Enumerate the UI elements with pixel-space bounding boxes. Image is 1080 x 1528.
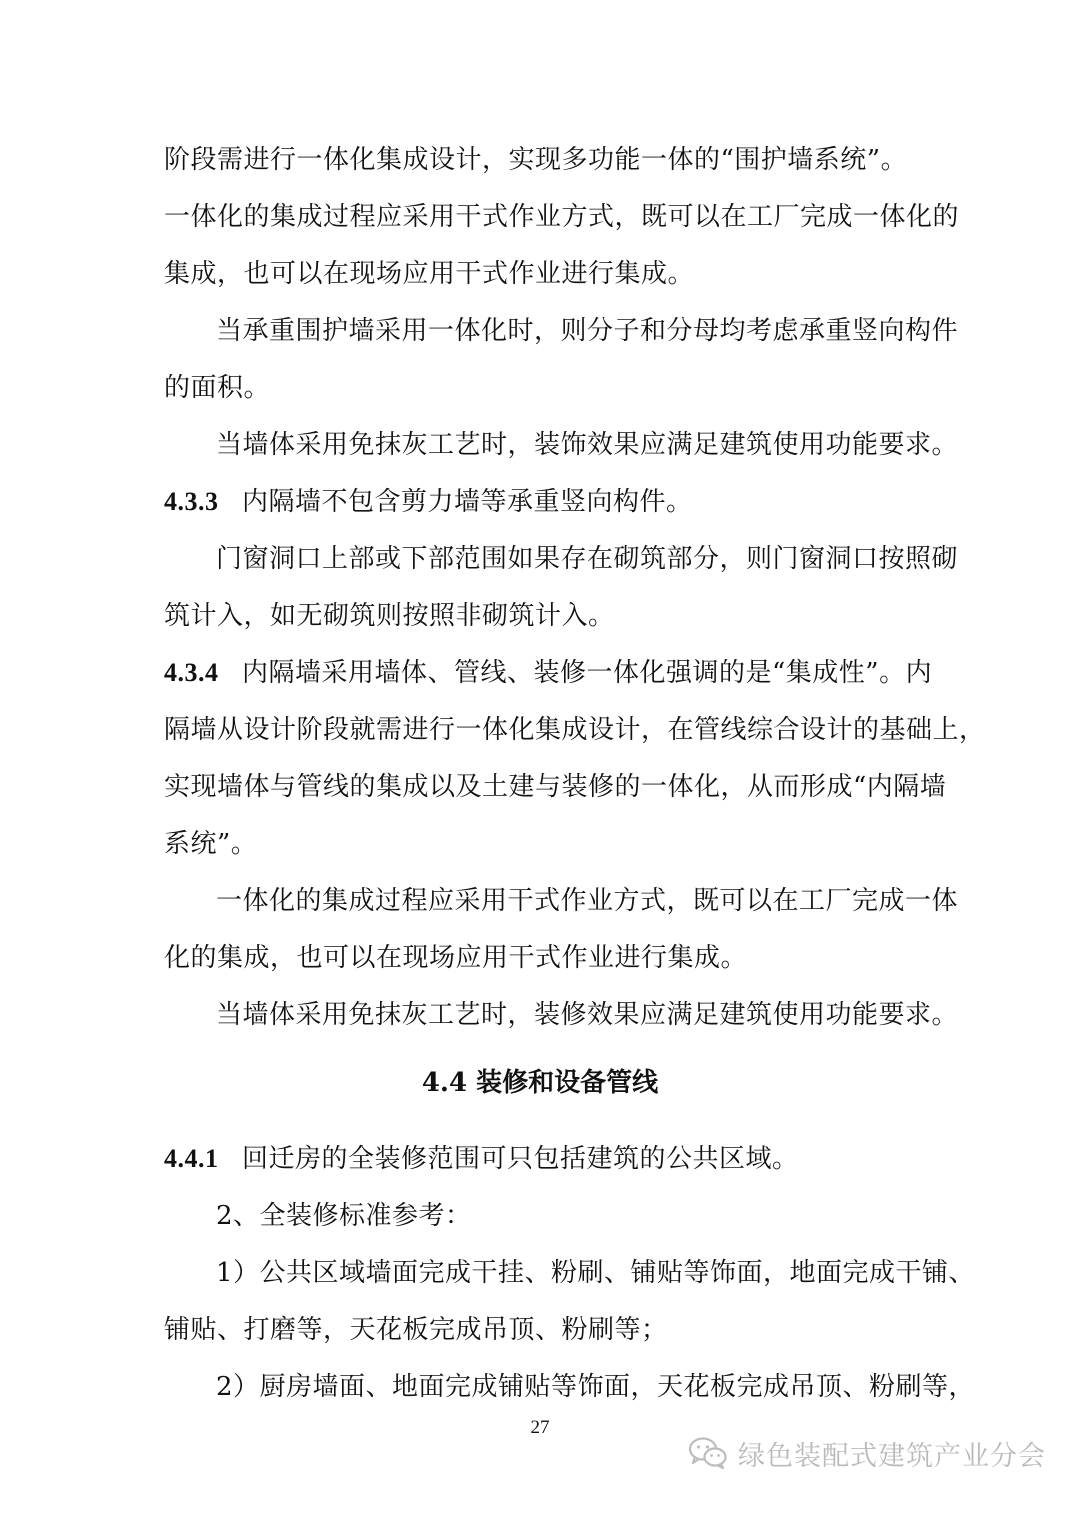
clause-number: 4.3.4: [164, 658, 219, 687]
text-line: 阶段需进行一体化集成设计，实现多功能一体的“围护墙系统”。: [164, 145, 908, 175]
text-line: 化的集成，也可以在现场应用干式作业进行集成。: [164, 943, 748, 973]
text-line: 一体化的集成过程应采用干式作业方式，既可以在工厂完成一体化的: [164, 202, 960, 232]
wechat-icon: [688, 1436, 728, 1470]
text-line: 筑计入，如无砌筑则按照非砌筑计入。: [164, 601, 615, 631]
clause-number: 4.3.3: [164, 487, 219, 516]
text-line: 当承重围护墙采用一体化时，则分子和分母均考虑承重竖向构件: [216, 316, 959, 346]
text-line: 铺贴、打磨等，天花板完成吊顶、粉刷等；: [164, 1315, 668, 1345]
clause-text: 内隔墙采用墙体、管线、装修一体化强调的是“集成性”。内: [242, 658, 933, 688]
clause-number: 4.4.1: [164, 1144, 219, 1173]
text-line: 一体化的集成过程应采用干式作业方式，既可以在工厂完成一体: [216, 886, 959, 916]
clause-text: 回迁房的全装修范围可只包括建筑的公共区域。: [242, 1144, 799, 1174]
text-line: 实现墙体与管线的集成以及土建与装修的一体化，从而形成“内隔墙: [164, 772, 947, 802]
text-line: 1）公共区域墙面完成干挂、粉刷、铺贴等饰面，地面完成干铺、: [216, 1258, 976, 1288]
text-line: 集成，也可以在现场应用干式作业进行集成。: [164, 259, 695, 289]
clause-line: [164, 1142, 934, 1176]
watermark-text: 绿色装配式建筑产业分会: [738, 1440, 1046, 1472]
clause-text: 内隔墙不包含剪力墙等承重竖向构件。: [242, 487, 693, 517]
text-line: 2、全装修标准参考：: [216, 1201, 472, 1231]
clause-line: [164, 656, 934, 690]
text-line: 当墙体采用免抹灰工艺时，装饰效果应满足建筑使用功能要求。: [216, 430, 959, 460]
text-line: 的面积。: [164, 373, 271, 403]
text-line: 隔墙从设计阶段就需进行一体化集成设计，在管线综合设计的基础上，: [164, 715, 986, 745]
clause-line: [164, 485, 934, 519]
text-line: 门窗洞口上部或下部范围如果存在砌筑部分，则门窗洞口按照砌: [216, 544, 959, 574]
section-heading: 4.4 装修和设备管线: [421, 1068, 659, 1098]
text-line: 2）厨房墙面、地面完成铺贴等饰面，天花板完成吊顶、粉刷等，: [216, 1372, 976, 1402]
page-number: 27: [530, 1417, 550, 1438]
text-line: 系统”。: [164, 829, 258, 859]
watermark: [688, 1431, 1046, 1475]
text-line: 当墙体采用免抹灰工艺时，装修效果应满足建筑使用功能要求。: [216, 1000, 959, 1030]
